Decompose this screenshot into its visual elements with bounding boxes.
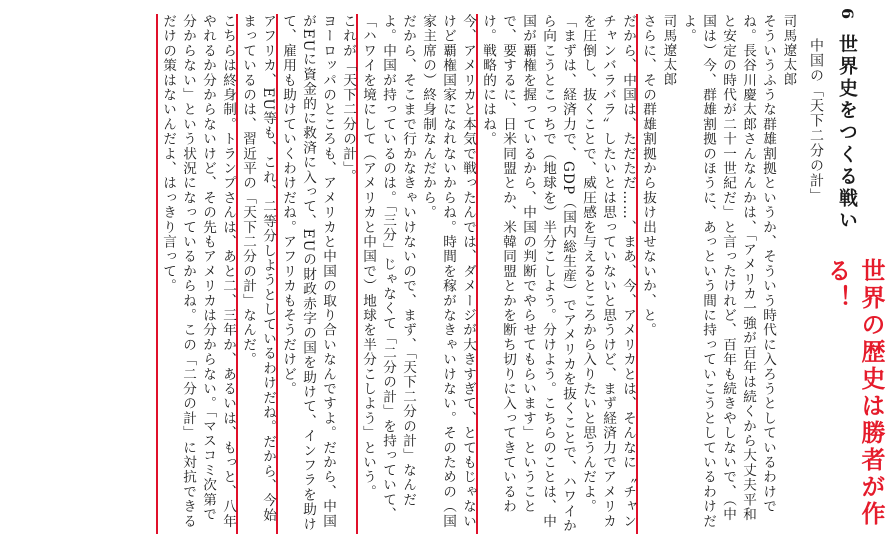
section-title: 中国の「天下二分の計」 xyxy=(808,38,824,203)
paragraph: ヨーロッパのところも、アメリカと中国の取り合いなんですよ。だから、中国がEUに資金的に救済に入って、EUの財政赤字の国を助けて、インフラを助けて、雇用も助けていくわけだね。アフリカもそうだけど。 xyxy=(278,14,338,534)
body-text xyxy=(8,14,798,534)
paragraph: だから、そこまで行かなきゃいけないので、まず、「天下二分の計」なんだよ。中国が持っているのは。「三分」じゃなくて「二分の計」を持っていて、「ハワイを境にして（アメリカと中国で）地球を半分こしよう」という。 xyxy=(358,14,418,534)
paragraph: アフリカ、EU等も、これ、二等分しようとしているわけだね。だから、今始まっているのは、習近平の「天下二分の計」なんだ。 xyxy=(238,14,278,534)
paragraph: 今、アメリカと本気で戦ったんでは、ダメージが大きすぎて、とてもじゃないけど覇権国家になれないからね。時間を稼がなきゃいけない。そのための（国家主席の）終身制なんだから。 xyxy=(420,14,476,529)
paragraph: こちらは終身制。トランプさんは、あと二、三年か、あるいは、もっと、八年やれるか分からないけど、その先もアメリカは分からない。「マスコミ次第で分からない」という状況になっているからね。この「二分の計」に対抗できるだけの策はないんだよ、はっきり言って。 xyxy=(158,14,238,534)
paragraph: これが「天下二分の計」。 xyxy=(340,14,356,184)
paragraph: さらに、その群雄割拠から抜け出せないか、と。 xyxy=(638,14,658,534)
speaker-label: 司馬遼太郎 xyxy=(781,14,796,87)
paragraph: 「まずは、経済力で、GDP（国内総生産）でアメリカを抜くことで、ハワイから向こうとこっちで（地球を）半分こしよう。分けよう。こちらのことは、中国が覇権を握っているから、中国の判断でやらせてもらいます」ということで、要するに、日米同盟とか、米韓同盟とかを断ち切りに入ってきているわけ。戦略的にはね。 xyxy=(480,14,576,534)
paragraph: そういうふうな群雄割拠というか、そういう時代に入ろうとしているわけでね。長谷川慶太郎さんなんかは、「アメリカ一強が百年は続くから大丈夫平和と安定の時代が二十一世紀だ」と言ったけれど、百年も続きやしないで、（中国は）今、群雄割拠のほうに、あっという間に持っていこうとしているわけだよ。 xyxy=(680,14,776,529)
chapter-title: 世界史をつくる戦い xyxy=(836,34,858,232)
chapter-number: 6 xyxy=(838,8,857,20)
red-annotation: 世界の歴史は勝者が作る！ xyxy=(823,258,885,528)
speaker-label: 司馬遼太郎 xyxy=(661,14,676,87)
paragraph: だから、中国は、ただただ……、まあ、今、アメリカとは、そんなに〝チャンチャンバラバラ〟したいとは思っていないと思うけど、まず経済力でアメリカを圧倒し、抜くことで、威圧感を与えるところから入りたいと思うんだよ。 xyxy=(580,14,636,529)
